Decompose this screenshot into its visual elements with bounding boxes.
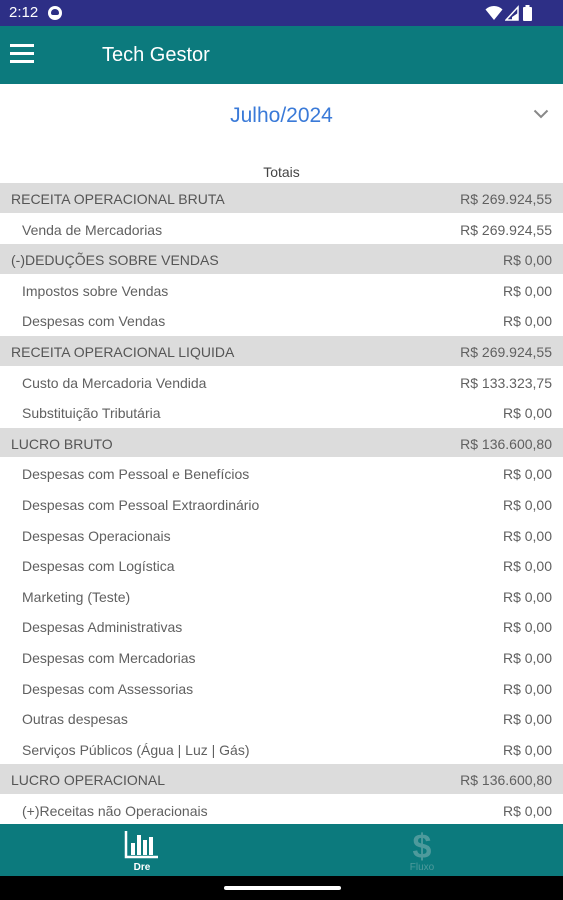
row-label: (+)Receitas não Operacionais bbox=[22, 802, 208, 819]
row-value: R$ 0,00 bbox=[502, 619, 552, 636]
row-label: Despesas com Assessorias bbox=[22, 680, 194, 697]
app-bar bbox=[0, 26, 563, 84]
row-value: R$ 269.924,55 bbox=[460, 221, 552, 238]
nav-dre[interactable] bbox=[72, 824, 212, 876]
report-item-row bbox=[0, 550, 563, 581]
report-item-row bbox=[0, 734, 563, 765]
row-value: R$ 0,00 bbox=[502, 802, 552, 819]
row-label: Marketing (Teste) bbox=[22, 588, 131, 605]
row-label: RECEITA OPERACIONAL LIQUIDA bbox=[11, 343, 235, 360]
report-item-row bbox=[0, 520, 563, 551]
gesture-handle[interactable] bbox=[224, 886, 341, 890]
nav-dre-label: Dre bbox=[133, 862, 151, 873]
row-label: Impostos sobre Vendas bbox=[22, 282, 169, 299]
row-value: R$ 0,00 bbox=[502, 466, 552, 483]
row-value: R$ 0,00 bbox=[502, 496, 552, 513]
nav-fluxo-label: Fluxo bbox=[409, 862, 435, 873]
report-item-row bbox=[0, 214, 563, 245]
row-value: R$ 0,00 bbox=[502, 558, 552, 575]
report-item-row bbox=[0, 581, 563, 612]
report-item-row bbox=[0, 611, 563, 642]
report-group-row bbox=[0, 764, 563, 795]
menu-button[interactable] bbox=[10, 42, 36, 66]
row-label: LUCRO BRUTO bbox=[11, 435, 113, 452]
row-value: R$ 136.600,80 bbox=[460, 772, 552, 789]
row-value: R$ 0,00 bbox=[502, 313, 552, 330]
report-item-row bbox=[0, 367, 563, 398]
gesture-bar bbox=[0, 876, 563, 900]
report-item-row bbox=[0, 458, 563, 489]
row-label: Venda de Mercadorias bbox=[22, 221, 163, 238]
row-label: Despesas com Pessoal e Benefícios bbox=[22, 466, 250, 483]
row-label: (-)DEDUÇÕES SOBRE VENDAS bbox=[11, 252, 219, 269]
report-group-row bbox=[0, 183, 563, 214]
hamburger-menu-icon bbox=[10, 44, 34, 47]
row-value: R$ 0,00 bbox=[502, 649, 552, 666]
status-bar bbox=[0, 0, 563, 26]
row-label: Despesas Operacionais bbox=[22, 527, 171, 544]
report-item-row bbox=[0, 703, 563, 734]
dollar-icon bbox=[404, 829, 440, 861]
row-label: LUCRO OPERACIONAL bbox=[11, 772, 166, 789]
bottom-nav bbox=[0, 824, 563, 876]
row-value: R$ 133.323,75 bbox=[460, 374, 552, 391]
cell-signal-icon bbox=[505, 5, 519, 21]
dre-report bbox=[0, 183, 563, 825]
row-value: R$ 0,00 bbox=[502, 405, 552, 422]
row-value: R$ 0,00 bbox=[502, 680, 552, 697]
row-value: R$ 136.600,80 bbox=[460, 435, 552, 452]
report-group-row bbox=[0, 336, 563, 367]
row-label: Serviços Públicos (Água | Luz | Gás) bbox=[22, 741, 250, 758]
report-item-row bbox=[0, 305, 563, 336]
report-item-row bbox=[0, 642, 563, 673]
row-label: Substituição Tributária bbox=[22, 405, 161, 422]
period-label: Julho/2024 bbox=[230, 104, 333, 127]
row-label: Custo da Mercadoria Vendida bbox=[22, 374, 207, 391]
row-label: Outras despesas bbox=[22, 711, 128, 728]
chevron-down-icon bbox=[533, 109, 549, 119]
report-item-row bbox=[0, 673, 563, 704]
row-label: RECEITA OPERACIONAL BRUTA bbox=[11, 191, 225, 207]
row-value: R$ 0,00 bbox=[502, 711, 552, 728]
battery-icon bbox=[523, 5, 532, 21]
row-label: Despesas Administrativas bbox=[22, 619, 183, 636]
bar-chart-icon bbox=[124, 829, 160, 859]
wifi-icon bbox=[485, 5, 503, 21]
report-item-row bbox=[0, 275, 563, 306]
report-item-row bbox=[0, 795, 563, 826]
row-label: Despesas com Pessoal Extraordinário bbox=[22, 496, 260, 513]
row-value: R$ 269.924,55 bbox=[460, 343, 552, 360]
status-time: 2:12 bbox=[9, 4, 39, 21]
app-title: Tech Gestor bbox=[102, 44, 210, 66]
row-value: R$ 269.924,55 bbox=[460, 191, 552, 207]
row-label: Despesas com Vendas bbox=[22, 313, 166, 330]
report-group-row bbox=[0, 428, 563, 459]
totals-header: Totais bbox=[263, 164, 300, 180]
row-value: R$ 0,00 bbox=[502, 527, 552, 544]
report-group-row bbox=[0, 244, 563, 275]
report-item-row bbox=[0, 489, 563, 520]
nav-fluxo[interactable] bbox=[352, 824, 492, 876]
notification-icon bbox=[48, 6, 62, 20]
period-selector[interactable] bbox=[0, 84, 563, 150]
row-value: R$ 0,00 bbox=[502, 741, 552, 758]
row-label: Despesas com Logística bbox=[22, 558, 175, 575]
svg-text:$: $ bbox=[412, 829, 432, 861]
report-item-row bbox=[0, 397, 563, 428]
row-value: R$ 0,00 bbox=[502, 588, 552, 605]
row-label: Despesas com Mercadorias bbox=[22, 649, 196, 666]
row-value: R$ 0,00 bbox=[502, 252, 552, 269]
row-value: R$ 0,00 bbox=[502, 282, 552, 299]
